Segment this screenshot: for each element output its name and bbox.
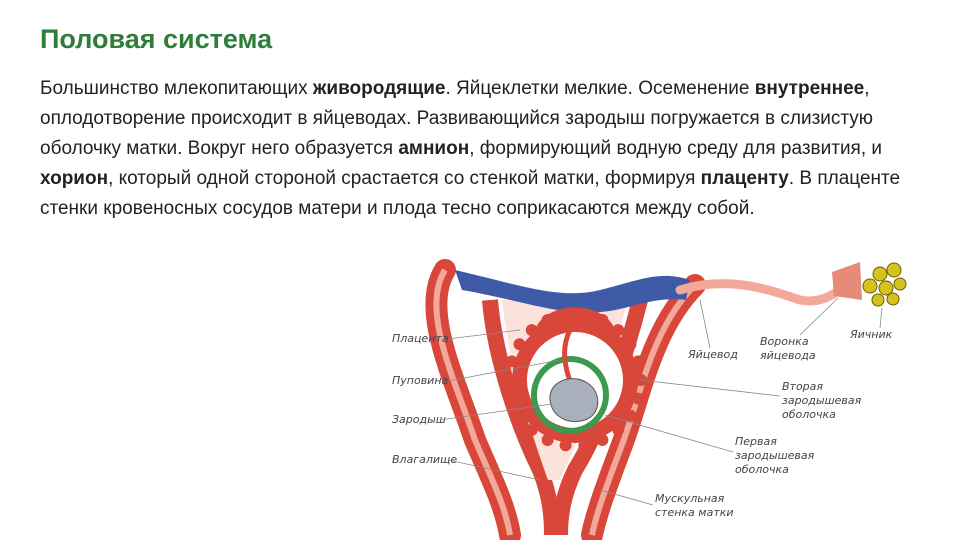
embryo: [550, 379, 598, 422]
text-segment: , формирующий водную среду для развития, и: [469, 138, 883, 159]
label-funnel-1: Воронка: [760, 335, 809, 348]
bold-term: амнион: [398, 138, 470, 159]
label-ovary: Яичник: [850, 328, 893, 341]
label-second-membrane-2: зародышевая: [782, 394, 862, 407]
label-second-membrane-3: оболочка: [782, 408, 836, 421]
label-muscular-wall-1: Мускульная: [655, 492, 725, 505]
oviduct: [680, 280, 850, 301]
text-segment: Большинство млекопитающих: [40, 78, 313, 99]
text-segment: , оплодотворение происходит в яйцеводах. Развивающийся зародыш погружается в слизистую оболочку матки. Вокруг него образуется: [40, 78, 874, 159]
label-first-membrane-2: зародышевая: [735, 449, 815, 462]
ovary: [863, 263, 906, 306]
label-umbilical-cord: Пуповина: [392, 374, 449, 387]
label-funnel-2: яйцевода: [760, 349, 816, 362]
text-segment: . Яйцеклетки мелкие. Осеменение: [445, 78, 755, 99]
label-first-membrane-1: Первая: [735, 435, 777, 448]
bold-term: хорион: [40, 168, 109, 189]
text-segment: . В плаценте стенки кровеносных сосудов матери и плода тесно соприкасаются между собой.: [40, 168, 901, 219]
label-first-membrane-3: оболочка: [735, 463, 789, 476]
label-muscular-wall-2: стенка матки: [655, 506, 734, 519]
label-embryo: Зародыш: [392, 413, 446, 426]
label-placenta: Плацента: [392, 332, 449, 345]
bold-term: живородящие: [312, 78, 446, 99]
oviduct-funnel: [832, 262, 862, 300]
bold-term: внутреннее: [754, 78, 865, 99]
bold-term: плаценту: [700, 168, 789, 189]
text-segment: , который одной стороной срастается со стенкой матки, формируя: [108, 168, 701, 189]
label-vagina: Влагалище: [392, 453, 458, 466]
label-oviduct: Яйцевод: [688, 348, 738, 361]
page-title: Половая система: [40, 24, 273, 54]
label-second-membrane-1: Вторая: [782, 380, 824, 393]
